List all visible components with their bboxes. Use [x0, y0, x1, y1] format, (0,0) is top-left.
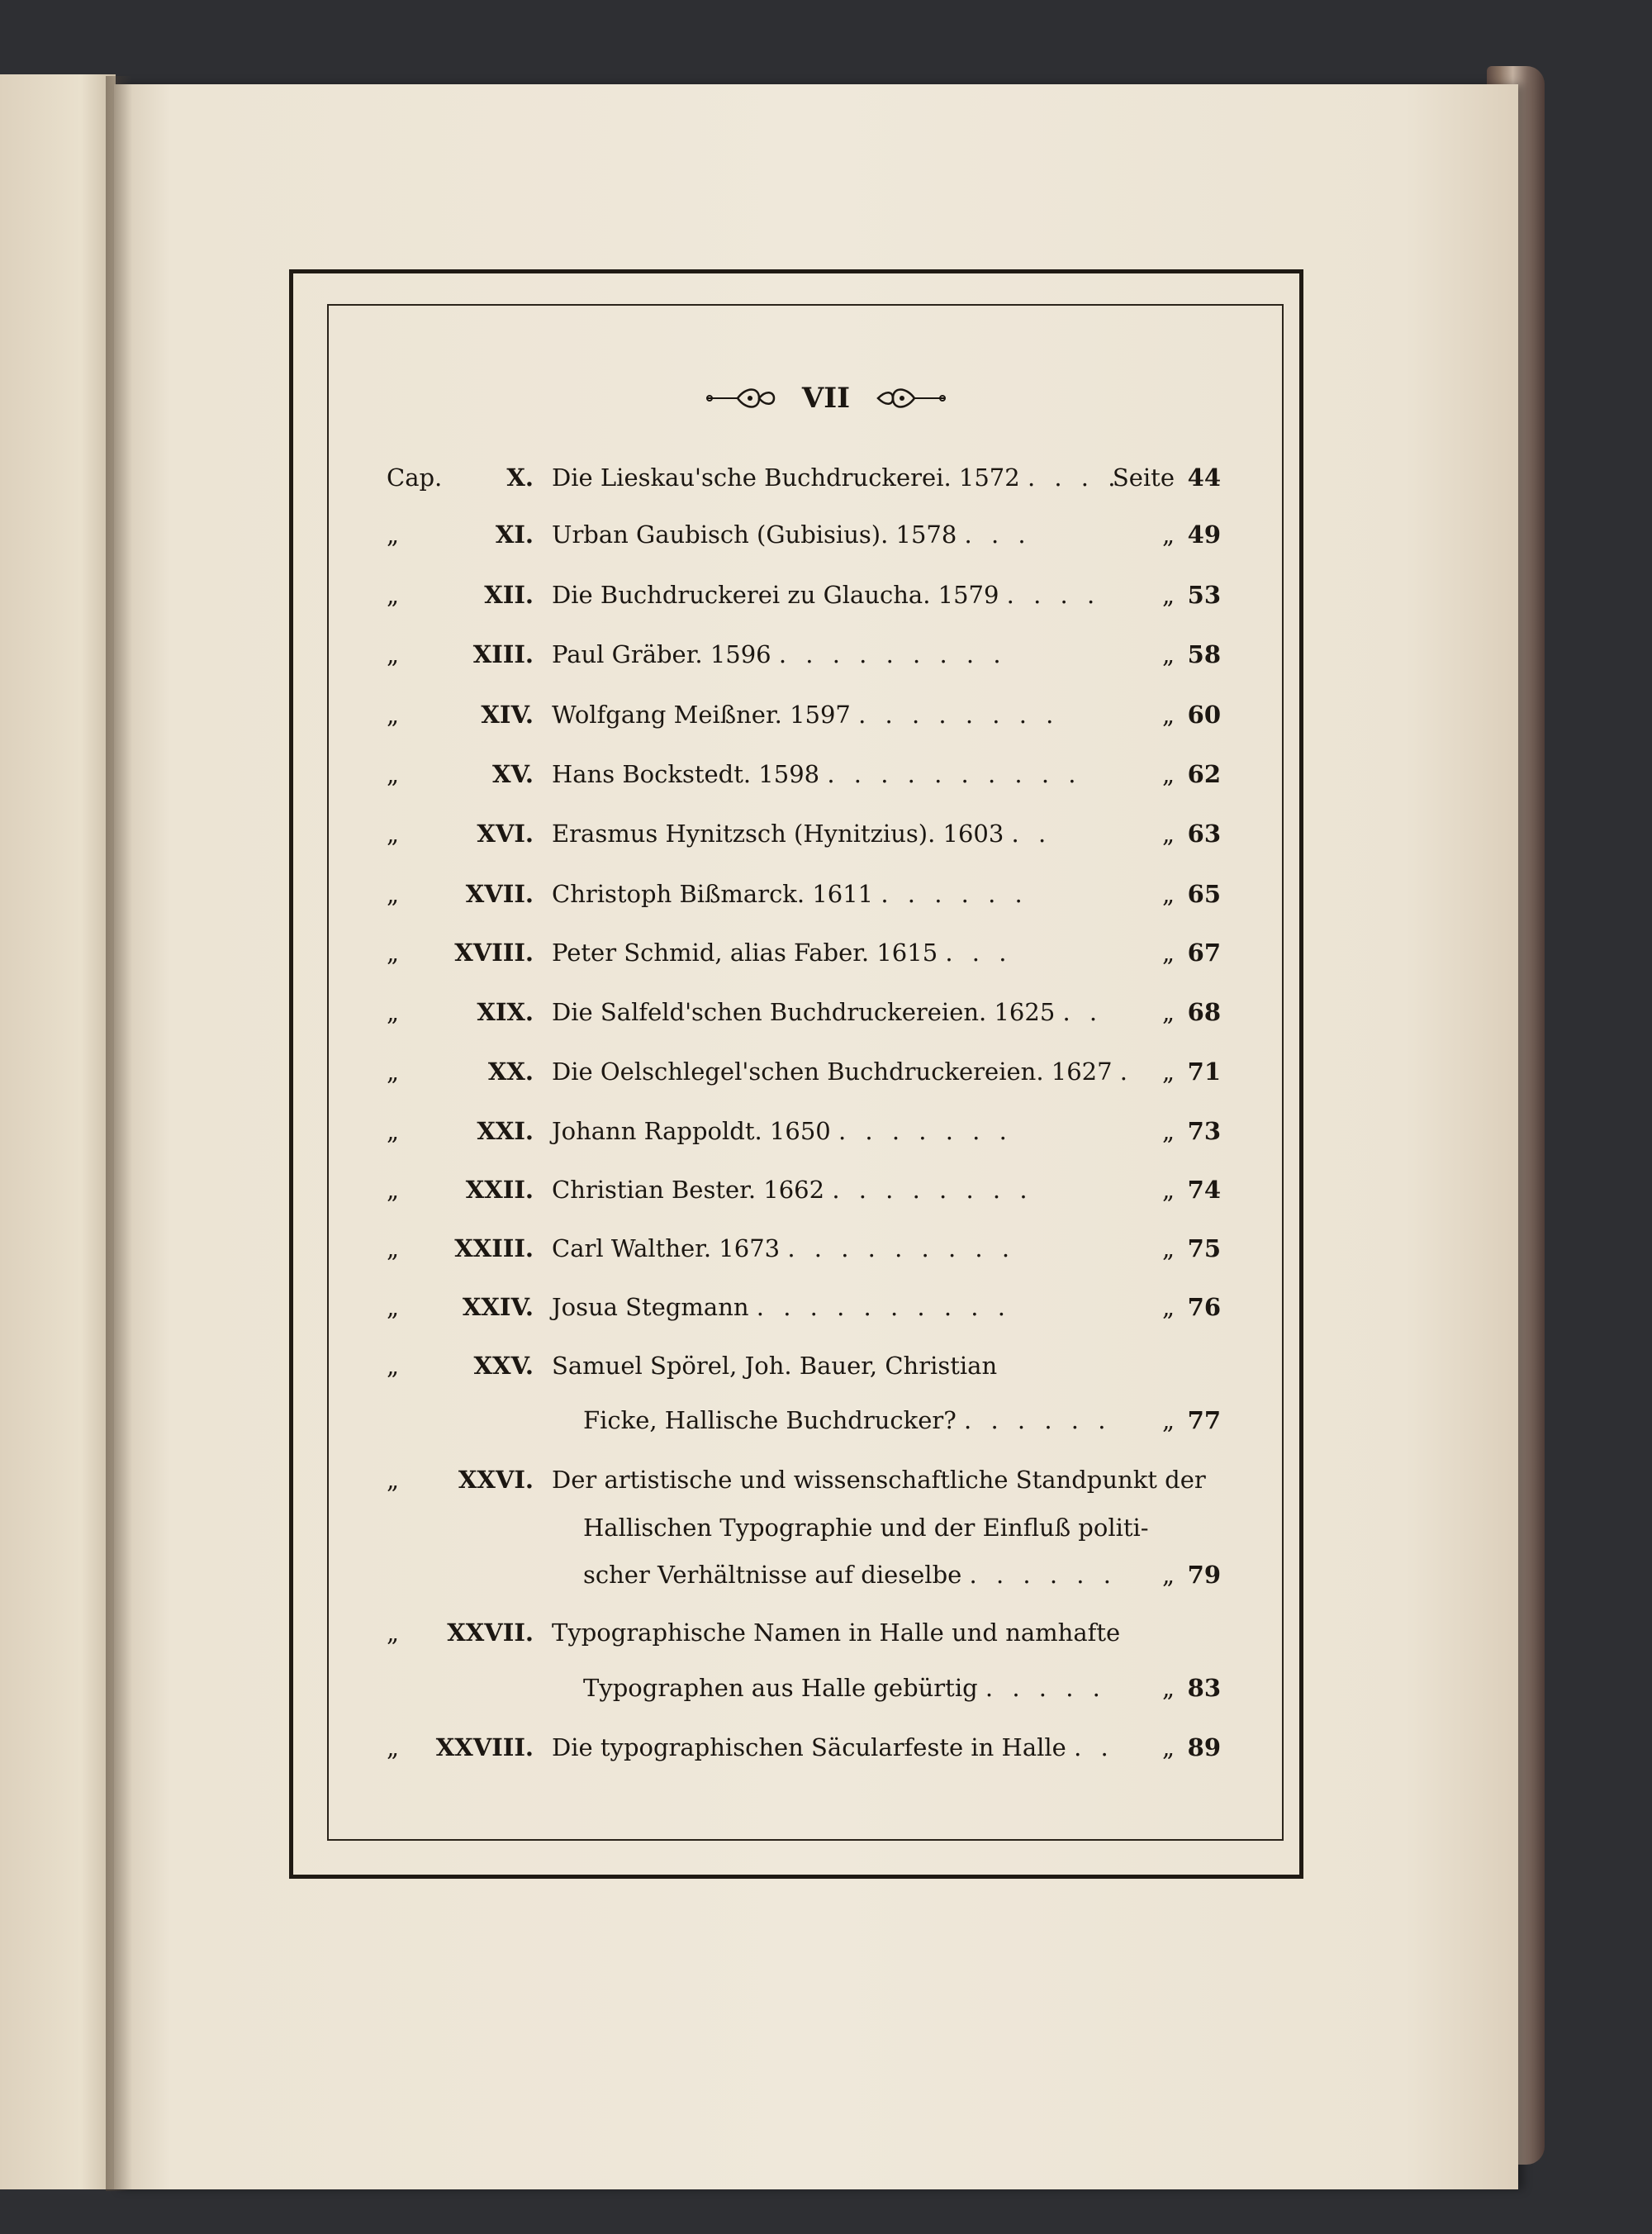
- toc-entry: [0, 634, 1652, 675]
- chapter-number: XXI.: [477, 1117, 534, 1145]
- page-reference: 83: [1187, 1674, 1221, 1702]
- chapter-title-text: Der artistische und wissenschaftliche Standpunkt der: [552, 1466, 1206, 1494]
- chapter-title: [552, 1727, 1114, 1768]
- page-reference: 79: [1187, 1561, 1221, 1589]
- page-label: Seite: [1112, 463, 1175, 492]
- chapter-title-text: Christoph Bißmarck. 1611: [552, 880, 874, 908]
- ditto-mark: „: [1161, 939, 1175, 967]
- ditto-mark: „: [1161, 1234, 1175, 1262]
- toc-entry: [0, 457, 1652, 498]
- entry-prefix: Cap.: [387, 463, 443, 492]
- toc-entry: [0, 873, 1652, 915]
- ditto-mark: „: [387, 1733, 400, 1761]
- chapter-title-text: Carl Walther. 1673: [552, 1234, 781, 1262]
- chapter-number: XI.: [495, 520, 534, 549]
- chapter-number: XVI.: [477, 820, 534, 848]
- chapter-title-text: Ficke, Hallische Buchdrucker?: [583, 1406, 957, 1434]
- chapter-title-text: Typographen aus Halle gebürtig: [583, 1674, 978, 1702]
- leader-dots: . . . . . . . . . .: [827, 760, 1082, 788]
- toc-entry: [0, 1612, 1652, 1653]
- leader-dots: . . . . . . . . . .: [756, 1293, 1011, 1321]
- chapter-title-text: Die Buchdruckerei zu Glaucha. 1579: [552, 581, 999, 609]
- chapter-title-text: Johann Rappoldt. 1650: [552, 1117, 831, 1145]
- ditto-mark: „: [1161, 640, 1175, 668]
- chapter-number: XIX.: [477, 998, 534, 1026]
- chapter-title: [552, 1051, 1133, 1092]
- chapter-number: XII.: [484, 581, 534, 609]
- chapter-number: XXVII.: [447, 1618, 534, 1647]
- chapter-number: XXII.: [465, 1176, 534, 1204]
- chapter-number: XIV.: [481, 701, 534, 729]
- ditto-mark: „: [387, 701, 400, 729]
- leader-dots: .: [1119, 1058, 1133, 1086]
- page-reference: 77: [1187, 1406, 1221, 1434]
- toc-entry: [0, 1345, 1652, 1386]
- left-ornament-icon: [705, 383, 779, 413]
- leader-dots: . . . . . . .: [838, 1117, 1013, 1145]
- ditto-mark: „: [1161, 1561, 1175, 1589]
- toc-entry: [0, 1169, 1652, 1210]
- page-reference: 58: [1187, 640, 1221, 668]
- ditto-mark: „: [1161, 520, 1175, 549]
- page-reference: 68: [1187, 998, 1221, 1026]
- page-reference: 67: [1187, 939, 1221, 967]
- ditto-mark: „: [1161, 1674, 1175, 1702]
- ditto-mark: „: [387, 1117, 400, 1145]
- chapter-number: XIII.: [472, 640, 534, 668]
- chapter-number: XXIV.: [462, 1293, 534, 1321]
- ditto-mark: „: [387, 1352, 400, 1380]
- chapter-title-text: Hans Bockstedt. 1598: [552, 760, 820, 788]
- ditto-mark: „: [1161, 820, 1175, 848]
- chapter-title-text: scher Verhältnisse auf dieselbe: [583, 1561, 962, 1589]
- leader-dots: . .: [1074, 1733, 1114, 1761]
- page-reference: 75: [1187, 1234, 1221, 1262]
- chapter-title-text: Die Oelschlegel'schen Buchdruckereien. 1627: [552, 1058, 1113, 1086]
- toc-entry: [0, 1110, 1652, 1152]
- chapter-title: [552, 514, 1032, 555]
- toc-entry: [0, 1459, 1652, 1500]
- chapter-number: XVII.: [465, 880, 534, 908]
- toc-entry: [0, 1727, 1652, 1768]
- ditto-mark: „: [387, 581, 400, 609]
- leader-dots: . . . . . . . . .: [787, 1234, 1016, 1262]
- chapter-title-text: Typographische Namen in Halle und namhafte: [552, 1618, 1121, 1647]
- ditto-mark: „: [387, 1618, 400, 1647]
- toc-entry-continuation: [0, 1554, 1652, 1595]
- page-reference: 62: [1187, 760, 1221, 788]
- ditto-mark: „: [387, 1466, 400, 1494]
- ditto-mark: „: [1161, 1176, 1175, 1204]
- right-ornament-icon: [873, 383, 947, 413]
- leader-dots: . . . . . . . .: [858, 701, 1060, 729]
- toc-entry: [0, 1228, 1652, 1269]
- toc-entry: [0, 932, 1652, 973]
- leader-dots: . . . .: [1006, 581, 1101, 609]
- chapter-title: [552, 634, 1007, 675]
- chapter-number: XV.: [491, 760, 534, 788]
- toc-entry: [0, 1286, 1652, 1328]
- chapter-title: [552, 1228, 1015, 1269]
- ditto-mark: „: [387, 1058, 400, 1086]
- ditto-mark: „: [1161, 998, 1175, 1026]
- chapter-title: [552, 1110, 1013, 1152]
- chapter-title-text: Peter Schmid, alias Faber. 1615: [552, 939, 938, 967]
- ditto-mark: „: [387, 760, 400, 788]
- leader-dots: . . .: [945, 939, 1013, 967]
- leader-dots: . . . . . .: [881, 880, 1028, 908]
- page-reference: 73: [1187, 1117, 1221, 1145]
- toc-entry: [0, 753, 1652, 795]
- chapter-number: XVIII.: [454, 939, 534, 967]
- ditto-mark: „: [387, 1234, 400, 1262]
- chapter-title-text: Christian Bester. 1662: [552, 1176, 825, 1204]
- chapter-title-text: Josua Stegmann: [552, 1293, 749, 1321]
- chapter-title-text: Die typographischen Säcularfeste in Halle: [552, 1733, 1066, 1761]
- chapter-title: [552, 991, 1103, 1033]
- chapter-title: [583, 1554, 1117, 1595]
- leader-dots: . . . . . .: [964, 1406, 1112, 1434]
- leader-dots: . .: [1011, 820, 1052, 848]
- chapter-title: [583, 1400, 1111, 1441]
- ditto-mark: „: [387, 998, 400, 1026]
- ditto-mark: „: [1161, 880, 1175, 908]
- leader-dots: . . .: [964, 520, 1032, 549]
- chapter-number: XXVI.: [458, 1466, 534, 1494]
- ditto-mark: „: [1161, 1058, 1175, 1086]
- chapter-title: [552, 1286, 1011, 1328]
- leader-dots: . . . .: [1027, 463, 1122, 492]
- chapter-title-text: Hallischen Typographie und der Einfluß politi-: [583, 1514, 1149, 1542]
- chapter-number: XXV.: [473, 1352, 534, 1380]
- leader-dots: . .: [1062, 998, 1104, 1026]
- chapter-title-text: Erasmus Hynitzsch (Hynitzius). 1603: [552, 820, 1004, 848]
- page-number-header: [0, 380, 1652, 415]
- chapter-title: [552, 932, 1012, 973]
- ditto-mark: „: [387, 820, 400, 848]
- page-reference: 89: [1187, 1733, 1221, 1761]
- page-reference: 60: [1187, 701, 1221, 729]
- chapter-title: [552, 457, 1121, 498]
- ditto-mark: „: [387, 1293, 400, 1321]
- page-number: VII: [801, 382, 851, 415]
- toc-entry-continuation: [0, 1507, 1652, 1548]
- page-reference: 63: [1187, 820, 1221, 848]
- chapter-number: XXIII.: [454, 1234, 534, 1262]
- chapter-title: [552, 873, 1028, 915]
- chapter-title-text: Samuel Spörel, Joh. Bauer, Christian: [552, 1352, 998, 1380]
- chapter-title-text: Urban Gaubisch (Gubisius). 1578: [552, 520, 957, 549]
- chapter-title-text: Paul Gräber. 1596: [552, 640, 771, 668]
- page-reference: 76: [1187, 1293, 1221, 1321]
- page-reference: 74: [1187, 1176, 1221, 1204]
- chapter-title: [583, 1667, 1106, 1709]
- ditto-mark: „: [1161, 581, 1175, 609]
- ditto-mark: „: [1161, 1293, 1175, 1321]
- chapter-title: [552, 574, 1100, 616]
- chapter-title: [552, 1612, 1120, 1653]
- chapter-number: XXVIII.: [435, 1733, 534, 1761]
- leader-dots: . . . . . .: [969, 1561, 1117, 1589]
- toc-entry: [0, 514, 1652, 555]
- toc-entry: [0, 991, 1652, 1033]
- chapter-title-text: Die Salfeld'schen Buchdruckereien. 1625: [552, 998, 1056, 1026]
- page-reference: 49: [1187, 520, 1221, 549]
- toc-entry-continuation: [0, 1400, 1652, 1441]
- toc-entry: [0, 694, 1652, 735]
- page-reference: 44: [1187, 463, 1221, 492]
- leader-dots: . . . . . . . . .: [778, 640, 1007, 668]
- ditto-mark: „: [387, 939, 400, 967]
- chapter-title: [552, 1459, 1206, 1500]
- chapter-title: [552, 1345, 997, 1386]
- ditto-mark: „: [1161, 1117, 1175, 1145]
- ditto-mark: „: [1161, 1406, 1175, 1434]
- ditto-mark: „: [1161, 1733, 1175, 1761]
- page-reference: 53: [1187, 581, 1221, 609]
- chapter-title: [552, 813, 1051, 854]
- page-reference: 65: [1187, 880, 1221, 908]
- ditto-mark: „: [387, 880, 400, 908]
- toc-entry: [0, 574, 1652, 616]
- ditto-mark: „: [387, 520, 400, 549]
- ditto-mark: „: [1161, 760, 1175, 788]
- toc-entry: [0, 813, 1652, 854]
- chapter-title: [583, 1507, 1149, 1548]
- page-reference: 71: [1187, 1058, 1221, 1086]
- toc-entry-continuation: [0, 1667, 1652, 1709]
- chapter-title-text: Wolfgang Meißner. 1597: [552, 701, 851, 729]
- leader-dots: . . . . .: [985, 1674, 1106, 1702]
- toc-entry: [0, 1051, 1652, 1092]
- ditto-mark: „: [1161, 701, 1175, 729]
- ditto-mark: „: [387, 1176, 400, 1204]
- chapter-title: [552, 753, 1081, 795]
- chapter-number: XX.: [487, 1058, 534, 1086]
- leader-dots: . . . . . . . .: [832, 1176, 1033, 1204]
- chapter-title: [552, 694, 1059, 735]
- chapter-title: [552, 1169, 1033, 1210]
- chapter-number: X.: [506, 463, 534, 492]
- chapter-title-text: Die Lieskau'sche Buchdruckerei. 1572: [552, 463, 1020, 492]
- ditto-mark: „: [387, 640, 400, 668]
